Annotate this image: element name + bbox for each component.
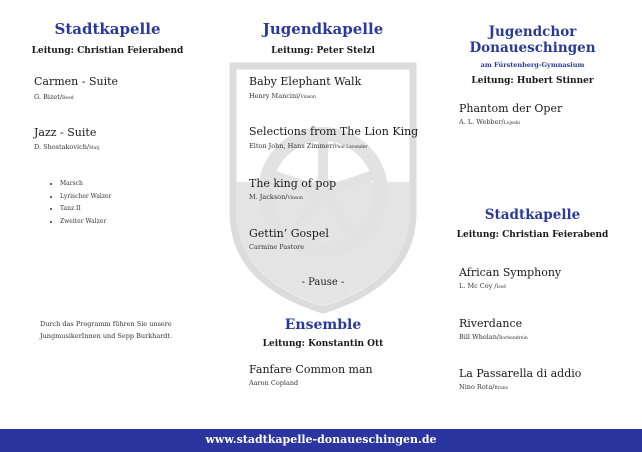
- right-piece-composer: Nino Rota/Bruns: [459, 383, 508, 391]
- middle-piece-title: Selections from The Lion King: [249, 125, 419, 138]
- middle-title: Jugendkapelle: [262, 20, 384, 38]
- ensemble-piece-composer: Aaron Copland: [249, 379, 299, 387]
- moderation-note: Durch das Programm führen Sie unsere JungmusikerInnen und Sepp Burkhardt.: [40, 320, 173, 340]
- footer-url[interactable]: www.stadtkapelle-donaueschingen.de: [205, 433, 437, 446]
- left-piece-title: Carmen - Suite: [34, 75, 119, 88]
- middle-piece-composer: Henry Mancini/Vinson: [249, 92, 316, 100]
- ensemble-piece-title: Fanfare Common man: [249, 363, 373, 376]
- right-title-line2: Donaueschingen: [469, 40, 596, 56]
- right-piece-title: African Symphony: [459, 266, 562, 279]
- left-piece-composer: D. Shostakovich/Matj: [34, 143, 100, 151]
- left-piece-composer: G. Bizet/Reed: [34, 93, 74, 101]
- right-piece-composer: A. L. Webber/Lojeski: [459, 118, 520, 126]
- right-subtitle: am Fürstenberg-Gymnasium: [480, 61, 585, 69]
- right-leader-2: Leitung: Christian Feierabend: [456, 230, 609, 240]
- middle-piece-composer: M. Jackson/Vinson: [249, 193, 303, 201]
- ensemble-title: Ensemble: [284, 317, 362, 333]
- middle-leader: Leitung: Peter Stelzl: [271, 46, 375, 56]
- movement-item: • Lyrischer Walzer: [60, 193, 111, 200]
- movement-list: [48, 180, 111, 230]
- right-leader: Leitung: Hubert Stinner: [471, 76, 594, 86]
- middle-piece-composer: Elton John, Hans Zimmer/Paul Lavender: [249, 142, 368, 150]
- ensemble-leader: Leitung: Konstantin Ott: [262, 339, 384, 349]
- movement-item: • Zweiter Walzer: [60, 218, 111, 225]
- movement-item: • Tanz II: [60, 205, 111, 212]
- middle-piece-composer: Carmine Pastore: [249, 243, 305, 251]
- footer-bar: [0, 429, 642, 452]
- right-piece-title: Riverdance: [459, 317, 523, 330]
- right-piece-title: La Passarella di addio: [459, 367, 582, 380]
- pause-label: - Pause -: [301, 277, 345, 288]
- left-title: Stadtkapelle: [54, 20, 161, 38]
- right-title-2: Stadtkapelle: [484, 207, 581, 223]
- left-leader: Leitung: Christian Feierabend: [31, 46, 184, 56]
- right-piece-composer: Bill Whelan/Borbendrein: [459, 333, 528, 341]
- middle-piece-title: Baby Elephant Walk: [249, 75, 362, 88]
- left-piece-title: Jazz - Suite: [34, 126, 97, 139]
- middle-piece-title: The king of pop: [249, 177, 337, 190]
- middle-piece-title: Gettin’ Gospel: [249, 227, 329, 240]
- right-piece-title: Phantom der Oper: [459, 102, 563, 115]
- movement-item: • Marsch: [60, 180, 111, 187]
- right-title-line1: Jugendchor: [488, 24, 577, 40]
- right-piece-composer: L. Mc Coy /Isoë: [459, 282, 507, 290]
